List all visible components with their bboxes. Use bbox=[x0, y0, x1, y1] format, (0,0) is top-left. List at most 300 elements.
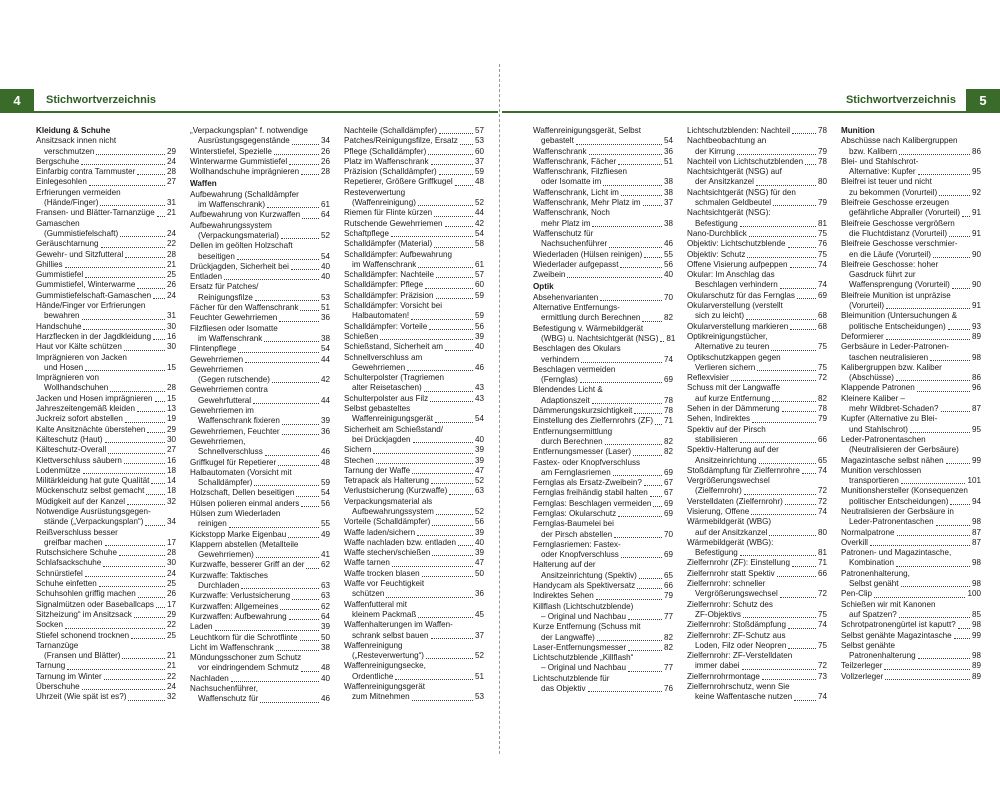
entry-page-number: 58 bbox=[474, 239, 484, 249]
entry-page-number: 63 bbox=[320, 581, 330, 591]
entry-page-number: 40 bbox=[320, 673, 330, 683]
leader-dots bbox=[618, 516, 662, 517]
index-entry-line: Selbst genähte bbox=[841, 640, 896, 650]
entry-text: gebastelt bbox=[541, 136, 574, 146]
index-entry-line: Kupfer (Alternative zu Blei- bbox=[841, 414, 938, 424]
leader-dots bbox=[621, 195, 662, 196]
entry-text: Gewehrriemen) bbox=[198, 550, 254, 560]
entry-page-number: 30 bbox=[166, 558, 176, 568]
index-entry-line: Blei- und Stahlschrot- bbox=[841, 156, 919, 166]
entry-page-number: 38 bbox=[320, 333, 330, 343]
entry-text: Aufbewahrung von Kurzwaffen bbox=[190, 210, 301, 220]
leader-dots bbox=[609, 247, 662, 248]
index-entry-line: Verpackungsmaterial als bbox=[344, 496, 433, 506]
entry-text: ermittlung durch Berechnen bbox=[541, 313, 641, 323]
index-entry bbox=[344, 476, 484, 486]
entry-text: Vorteile (Schalldämpfer) bbox=[344, 517, 431, 527]
entry-text: Schalldämpfer) bbox=[198, 478, 253, 488]
index-entry bbox=[344, 270, 484, 280]
leader-dots bbox=[643, 205, 662, 206]
leader-dots bbox=[282, 434, 319, 435]
entry-text: Reinigungsfilze bbox=[198, 292, 253, 302]
entry-page-number: 48 bbox=[320, 457, 330, 467]
leader-dots bbox=[581, 362, 662, 363]
entry-page-number: 82 bbox=[663, 447, 673, 457]
index-entry bbox=[36, 291, 176, 301]
index-entry-line: Sicherheit am Schießstand/ bbox=[344, 424, 443, 434]
leader-dots bbox=[279, 321, 319, 322]
entry-text: Patches/Reinigungsfilze, Ersatz bbox=[344, 136, 458, 146]
index-entry-line: Kalibergruppen bzw. Kaliber bbox=[841, 362, 942, 372]
leader-dots bbox=[757, 370, 816, 371]
entry-text: bei Drückjagden bbox=[352, 434, 411, 444]
entry-text: Geräuschtarnung bbox=[36, 239, 99, 249]
entry-text: Magazintasche selbst nähen bbox=[841, 455, 944, 465]
entry-page-number: 46 bbox=[320, 694, 330, 704]
entry-page-number: 37 bbox=[663, 198, 673, 208]
index-entry bbox=[344, 631, 484, 641]
index-entry bbox=[687, 641, 827, 651]
entry-page-number: 55 bbox=[320, 519, 330, 529]
index-entry-line: Okularverstellung (verstellt bbox=[687, 301, 783, 311]
index-entry bbox=[687, 394, 827, 404]
leader-dots bbox=[773, 205, 816, 206]
leader-dots bbox=[65, 628, 165, 629]
index-entry bbox=[190, 231, 330, 241]
entry-page-number: 78 bbox=[817, 404, 827, 414]
entry-text: Juckreiz sofort abstellen bbox=[36, 414, 123, 424]
entry-text: Gummistiefel bbox=[36, 270, 84, 280]
leader-dots bbox=[395, 679, 473, 680]
entry-page-number: 48 bbox=[320, 663, 330, 673]
index-entry bbox=[687, 239, 827, 249]
entry-text: (WBG) u. Nachtsichtgerät (NSG) bbox=[541, 333, 659, 343]
index-entry bbox=[190, 674, 330, 684]
entry-text: politischer Entscheidungen) bbox=[849, 496, 949, 506]
entry-page-number: 98 bbox=[971, 558, 981, 568]
entry-text: oder Isomatte im bbox=[541, 177, 602, 187]
leader-dots bbox=[224, 279, 319, 280]
entry-page-number: 94 bbox=[971, 496, 981, 506]
entry-page-number: 74 bbox=[663, 354, 673, 364]
entry-text: Feuchter Gewehrriemen bbox=[190, 313, 278, 323]
entry-text: gefährliche Abpraller (Vorurteil) bbox=[849, 208, 961, 218]
leader-dots bbox=[157, 216, 165, 217]
leader-dots bbox=[785, 504, 816, 505]
index-entry bbox=[190, 334, 330, 344]
index-entry-line: Waffenhalterungen im Waffen- bbox=[344, 620, 453, 630]
entry-page-number: 57 bbox=[474, 126, 484, 135]
index-entry bbox=[533, 188, 673, 198]
leader-dots bbox=[289, 619, 319, 620]
entry-text: Zielfernrohr statt Spektiv bbox=[687, 568, 775, 578]
leader-dots bbox=[780, 597, 816, 598]
entry-text: Gummistiefelschaft-Gamaschen bbox=[36, 290, 152, 300]
index-entry bbox=[841, 528, 981, 538]
leader-dots bbox=[301, 174, 319, 175]
index-entry bbox=[36, 456, 176, 466]
index-entry bbox=[190, 560, 330, 570]
leader-dots bbox=[592, 403, 662, 404]
index-entry bbox=[36, 414, 176, 424]
index-entry-line: Gewehrriemen im bbox=[190, 406, 254, 416]
entry-text: Gewehrriemen bbox=[190, 354, 244, 364]
index-entry-line: Erfrierungen vermeiden bbox=[36, 187, 121, 197]
right-page-header bbox=[502, 89, 1000, 113]
entry-text: Rutschsichere Schuhe bbox=[36, 548, 117, 558]
entry-text: taschen neutralisieren bbox=[849, 352, 929, 362]
entry-page-number: 44 bbox=[320, 395, 330, 405]
leader-dots bbox=[267, 207, 319, 208]
entry-text: Lichtschutzblenden: Nachteil bbox=[687, 126, 791, 135]
entry-page-number: 34 bbox=[166, 517, 176, 527]
leader-dots bbox=[576, 144, 662, 145]
entry-page-number: 72 bbox=[817, 486, 827, 496]
entry-page-number: 73 bbox=[817, 671, 827, 681]
index-entry bbox=[533, 355, 673, 365]
index-entry bbox=[841, 383, 981, 393]
leader-dots bbox=[292, 144, 319, 145]
leader-dots bbox=[439, 133, 473, 134]
entry-text: Vergrößerungswechsel bbox=[695, 589, 778, 599]
index-entry bbox=[533, 509, 673, 519]
leader-dots bbox=[939, 195, 970, 196]
index-entry-line: Imprägnieren von Jacken bbox=[36, 352, 127, 362]
index-entry-line: Leder-Patronentaschen bbox=[841, 434, 926, 444]
index-entry-line: Waffenschrank, Filzfliesen bbox=[533, 167, 628, 177]
index-entry-line: Imprägnieren von bbox=[36, 373, 99, 383]
index-entry bbox=[687, 414, 827, 424]
leader-dots bbox=[431, 164, 473, 165]
leader-dots bbox=[899, 617, 970, 618]
index-entry bbox=[533, 663, 673, 673]
entry-page-number: 56 bbox=[663, 259, 673, 269]
leader-dots bbox=[434, 247, 473, 248]
entry-page-number: 62 bbox=[320, 560, 330, 570]
index-entry bbox=[841, 229, 981, 239]
entry-page-number: 30 bbox=[166, 434, 176, 444]
index-entry bbox=[344, 486, 484, 496]
entry-text: (Gummistiefelschaft) bbox=[44, 228, 119, 238]
entry-page-number: 59 bbox=[474, 167, 484, 177]
entry-page-number: 51 bbox=[474, 671, 484, 681]
entry-page-number: 39 bbox=[320, 416, 330, 426]
leader-dots bbox=[772, 401, 816, 402]
leader-dots bbox=[790, 267, 816, 268]
index-entry bbox=[36, 579, 176, 589]
entry-text: Zweibein bbox=[533, 270, 566, 280]
index-entry bbox=[841, 188, 981, 198]
index-entry-line: Bleifreie Geschosse erzeugen bbox=[841, 198, 949, 208]
entry-text: Waffenschutz für bbox=[198, 694, 259, 704]
entry-text: Stechen bbox=[344, 455, 374, 465]
leader-dots bbox=[125, 422, 165, 423]
entry-page-number: 28 bbox=[166, 383, 176, 393]
leader-dots bbox=[954, 638, 970, 639]
entry-text: im Waffenschrank) bbox=[198, 200, 266, 210]
index-entry bbox=[687, 497, 827, 507]
entry-text: Schulterpolster aus Filz bbox=[344, 393, 429, 403]
leader-dots bbox=[417, 535, 473, 536]
leader-dots bbox=[455, 185, 473, 186]
section-heading: Kleidung & Schuhe bbox=[36, 126, 111, 135]
leader-dots bbox=[633, 455, 662, 456]
entry-page-number: 43 bbox=[474, 383, 484, 393]
entry-page-number: 82 bbox=[663, 436, 673, 446]
entry-text: Waffe laden/sichern bbox=[344, 527, 416, 537]
entry-text: Flintenpflege bbox=[190, 344, 237, 354]
leader-dots bbox=[153, 339, 165, 340]
index-entry-line: Halterung auf der bbox=[533, 560, 596, 570]
entry-page-number: 87 bbox=[971, 537, 981, 547]
index-entry bbox=[841, 558, 981, 568]
leader-dots bbox=[737, 154, 816, 155]
index-entry bbox=[36, 425, 176, 435]
entry-page-number: 74 bbox=[817, 620, 827, 630]
entry-text: Gewehr- und Sitzfutteral bbox=[36, 249, 124, 259]
leader-dots bbox=[231, 681, 319, 682]
entry-text: Gummistiefel, Winterwarme bbox=[36, 280, 136, 290]
leader-dots bbox=[391, 236, 473, 237]
entry-page-number: 54 bbox=[474, 414, 484, 424]
entry-text: Schalldämpfer (Material) bbox=[344, 239, 433, 249]
leader-dots bbox=[743, 617, 816, 618]
leader-dots bbox=[628, 650, 662, 651]
leader-dots bbox=[99, 586, 165, 587]
index-entry bbox=[190, 375, 330, 385]
entry-text: der Langwaffe) bbox=[541, 632, 595, 642]
index-entry bbox=[687, 342, 827, 352]
index-entry bbox=[344, 136, 484, 146]
leader-dots bbox=[85, 576, 165, 577]
entry-text: Waffe stechen/schießen bbox=[344, 548, 431, 558]
leader-dots bbox=[792, 133, 816, 134]
leader-dots bbox=[650, 496, 662, 497]
entry-text: – Original und Nachbau bbox=[541, 611, 627, 621]
index-entry bbox=[533, 468, 673, 478]
index-entry bbox=[36, 517, 176, 527]
entry-text: Jahreszeitengemäß kleiden bbox=[36, 404, 135, 414]
left-page-number: 4 bbox=[0, 89, 34, 113]
index-entry bbox=[841, 353, 981, 363]
index-entry bbox=[841, 661, 981, 671]
entry-text: Kurzwaffen: Allgemeines bbox=[190, 601, 279, 611]
index-entry-line: Schalldämpfer: Aufbewahrung bbox=[344, 249, 452, 259]
leader-dots bbox=[771, 350, 816, 351]
index-entry bbox=[687, 569, 827, 579]
leader-dots bbox=[155, 401, 165, 402]
entry-page-number: 70 bbox=[663, 292, 673, 302]
index-entry-line: Gasdruck führt zur bbox=[849, 270, 916, 280]
index-entry-line: Schalldämpfer: Vorsicht bei bbox=[344, 301, 443, 311]
entry-text: Kurzwaffe, besserer Griff an der bbox=[190, 560, 305, 570]
index-entry bbox=[841, 250, 981, 260]
leader-dots bbox=[660, 341, 664, 342]
entry-page-number: 50 bbox=[474, 568, 484, 578]
index-entry bbox=[344, 280, 484, 290]
entry-page-number: 81 bbox=[666, 333, 676, 343]
leader-dots bbox=[237, 259, 319, 260]
leader-dots bbox=[428, 154, 473, 155]
entry-page-number: 31 bbox=[166, 198, 176, 208]
index-entry bbox=[190, 293, 330, 303]
index-entry bbox=[533, 416, 673, 426]
index-entry bbox=[190, 612, 330, 622]
index-entry bbox=[36, 682, 176, 692]
entry-page-number: 69 bbox=[663, 375, 673, 385]
index-entry-line: Alternative Entfernungs- bbox=[533, 303, 620, 313]
leader-dots bbox=[436, 514, 473, 515]
left-index-columns bbox=[36, 126, 484, 705]
index-entry bbox=[687, 229, 827, 239]
entry-text: ZF-Objektivs bbox=[695, 609, 741, 619]
entry-text: Waffenschrank bbox=[533, 146, 587, 156]
index-entry bbox=[533, 612, 673, 622]
right-page-number: 5 bbox=[966, 89, 1000, 113]
leader-dots bbox=[301, 671, 319, 672]
entry-page-number: 75 bbox=[817, 342, 827, 352]
entry-text: Einstellung des Zielfernrohrs (ZF) bbox=[533, 416, 654, 426]
entry-page-number: 24 bbox=[166, 682, 176, 692]
leader-dots bbox=[373, 453, 473, 454]
entry-text: sich zu leicht) bbox=[695, 311, 745, 321]
index-entry bbox=[190, 447, 330, 457]
entry-text: Bleifrei ist teuer und nicht bbox=[841, 177, 932, 187]
entry-page-number: 59 bbox=[474, 311, 484, 321]
entry-text: Laser-Entfernungsmesser bbox=[533, 642, 627, 652]
index-entry-line: Killflash (Lichtschutzblende) bbox=[533, 601, 634, 611]
leader-dots bbox=[740, 442, 816, 443]
leader-dots bbox=[147, 432, 165, 433]
leader-dots bbox=[432, 525, 473, 526]
leader-dots bbox=[134, 617, 165, 618]
leader-dots bbox=[613, 475, 662, 476]
entry-text: Gewehrriemen bbox=[352, 362, 406, 372]
leader-dots bbox=[744, 494, 816, 495]
leader-dots bbox=[460, 144, 473, 145]
entry-text: im Waffenschrank bbox=[198, 333, 263, 343]
leader-dots bbox=[618, 164, 662, 165]
entry-page-number: 21 bbox=[166, 259, 176, 269]
entry-page-number: 81 bbox=[817, 218, 827, 228]
entry-text: Holzschaft, Dellen beseitigen bbox=[190, 488, 295, 498]
leader-dots bbox=[256, 557, 319, 558]
leader-dots bbox=[435, 422, 473, 423]
index-entry-line: Kurze Entfernung (Schuss mit bbox=[533, 622, 641, 632]
entry-page-number: 89 bbox=[971, 671, 981, 681]
entry-page-number: 59 bbox=[474, 290, 484, 300]
entry-text: Befestigung bbox=[695, 218, 738, 228]
entry-page-number: 53 bbox=[320, 292, 330, 302]
index-entry bbox=[36, 157, 176, 167]
entry-page-number: 24 bbox=[166, 290, 176, 300]
entry-text: Schrotpatronengürtel ist kaputt? bbox=[841, 620, 956, 630]
entry-page-number: 51 bbox=[663, 156, 673, 166]
entry-text: Hülsen polieren einmal anders bbox=[190, 498, 300, 508]
entry-page-number: 47 bbox=[474, 558, 484, 568]
entry-page-number: 22 bbox=[166, 671, 176, 681]
entry-page-number: 98 bbox=[971, 352, 981, 362]
index-entry bbox=[36, 260, 176, 270]
entry-page-number: 56 bbox=[474, 321, 484, 331]
entry-page-number: 26 bbox=[166, 280, 176, 290]
entry-text: Wollhandschuhe imprägnieren bbox=[190, 167, 300, 177]
index-entry bbox=[533, 157, 673, 167]
index-entry bbox=[36, 363, 176, 373]
entry-page-number: 67 bbox=[663, 478, 673, 488]
entry-page-number: 91 bbox=[971, 208, 981, 218]
entry-page-number: 39 bbox=[474, 527, 484, 537]
leader-dots bbox=[265, 455, 319, 456]
leader-dots bbox=[742, 669, 816, 670]
entry-page-number: 85 bbox=[971, 609, 981, 619]
index-entry bbox=[36, 600, 176, 610]
index-entry bbox=[344, 322, 484, 332]
entry-page-number: 27 bbox=[166, 445, 176, 455]
entry-page-number: 86 bbox=[971, 373, 981, 383]
entry-page-number: 75 bbox=[817, 362, 827, 372]
leader-dots bbox=[762, 679, 816, 680]
leader-dots bbox=[790, 329, 816, 330]
index-entry bbox=[36, 229, 176, 239]
index-entry-line: Nachtsichtgerät (NSG): bbox=[687, 208, 771, 218]
index-entry-line: Bleifreie Geschosse: hoher bbox=[841, 259, 939, 269]
entry-text: keine Waffentasche nutzen bbox=[695, 692, 793, 702]
entry-text: Ansitzeinrichtung bbox=[695, 455, 757, 465]
entry-page-number: 40 bbox=[320, 261, 330, 271]
entry-page-number: 76 bbox=[817, 239, 827, 249]
entry-text: Mückenschutz selbst gemacht bbox=[36, 486, 145, 496]
entry-text: Beschlagen verhindern bbox=[695, 280, 778, 290]
index-entry bbox=[533, 633, 673, 643]
index-entry-line: Wärmebildgerät (WBG): bbox=[687, 537, 774, 547]
index-entry bbox=[841, 208, 981, 218]
entry-page-number: 74 bbox=[817, 465, 827, 475]
index-entry bbox=[190, 622, 330, 632]
entry-text: Fransen- und Blätter-Tarnanzüge bbox=[36, 208, 155, 218]
leader-dots bbox=[125, 257, 165, 258]
entry-text: Müdigkeit auf der Kanzel bbox=[36, 496, 126, 506]
leader-dots bbox=[412, 473, 473, 474]
index-entry-line: Fastex- oder Knopfverschluss bbox=[533, 457, 641, 467]
entry-text: Kickstopp Marke Eigenbau bbox=[190, 529, 287, 539]
leader-dots bbox=[156, 607, 165, 608]
leader-dots bbox=[777, 576, 816, 577]
entry-text: Klettverschluss säubern bbox=[36, 455, 122, 465]
leader-dots bbox=[637, 588, 662, 589]
index-entry bbox=[190, 458, 330, 468]
entry-page-number: 80 bbox=[817, 527, 827, 537]
leader-dots bbox=[614, 537, 662, 538]
leader-dots bbox=[644, 257, 662, 258]
entry-text: Gewehrfutteral bbox=[198, 395, 252, 405]
leader-dots bbox=[962, 216, 970, 217]
leader-dots bbox=[567, 277, 662, 278]
entry-text: (Abschüsse) bbox=[849, 373, 894, 383]
index-entry bbox=[533, 198, 673, 208]
index-entry bbox=[190, 602, 330, 612]
entry-text: Schießstand, Sicherheit am bbox=[344, 342, 443, 352]
index-entry-line: Zielfernrohrschutz, wenn Sie bbox=[687, 682, 790, 692]
entry-text: Leder-Patronentaschen bbox=[849, 517, 934, 527]
entry-text: Waffe tarnen bbox=[344, 558, 390, 568]
leader-dots bbox=[788, 247, 816, 248]
entry-page-number: 54 bbox=[663, 136, 673, 146]
leader-dots bbox=[429, 329, 473, 330]
index-entry bbox=[344, 414, 484, 424]
entry-page-number: 26 bbox=[320, 156, 330, 166]
index-entry bbox=[190, 136, 330, 146]
